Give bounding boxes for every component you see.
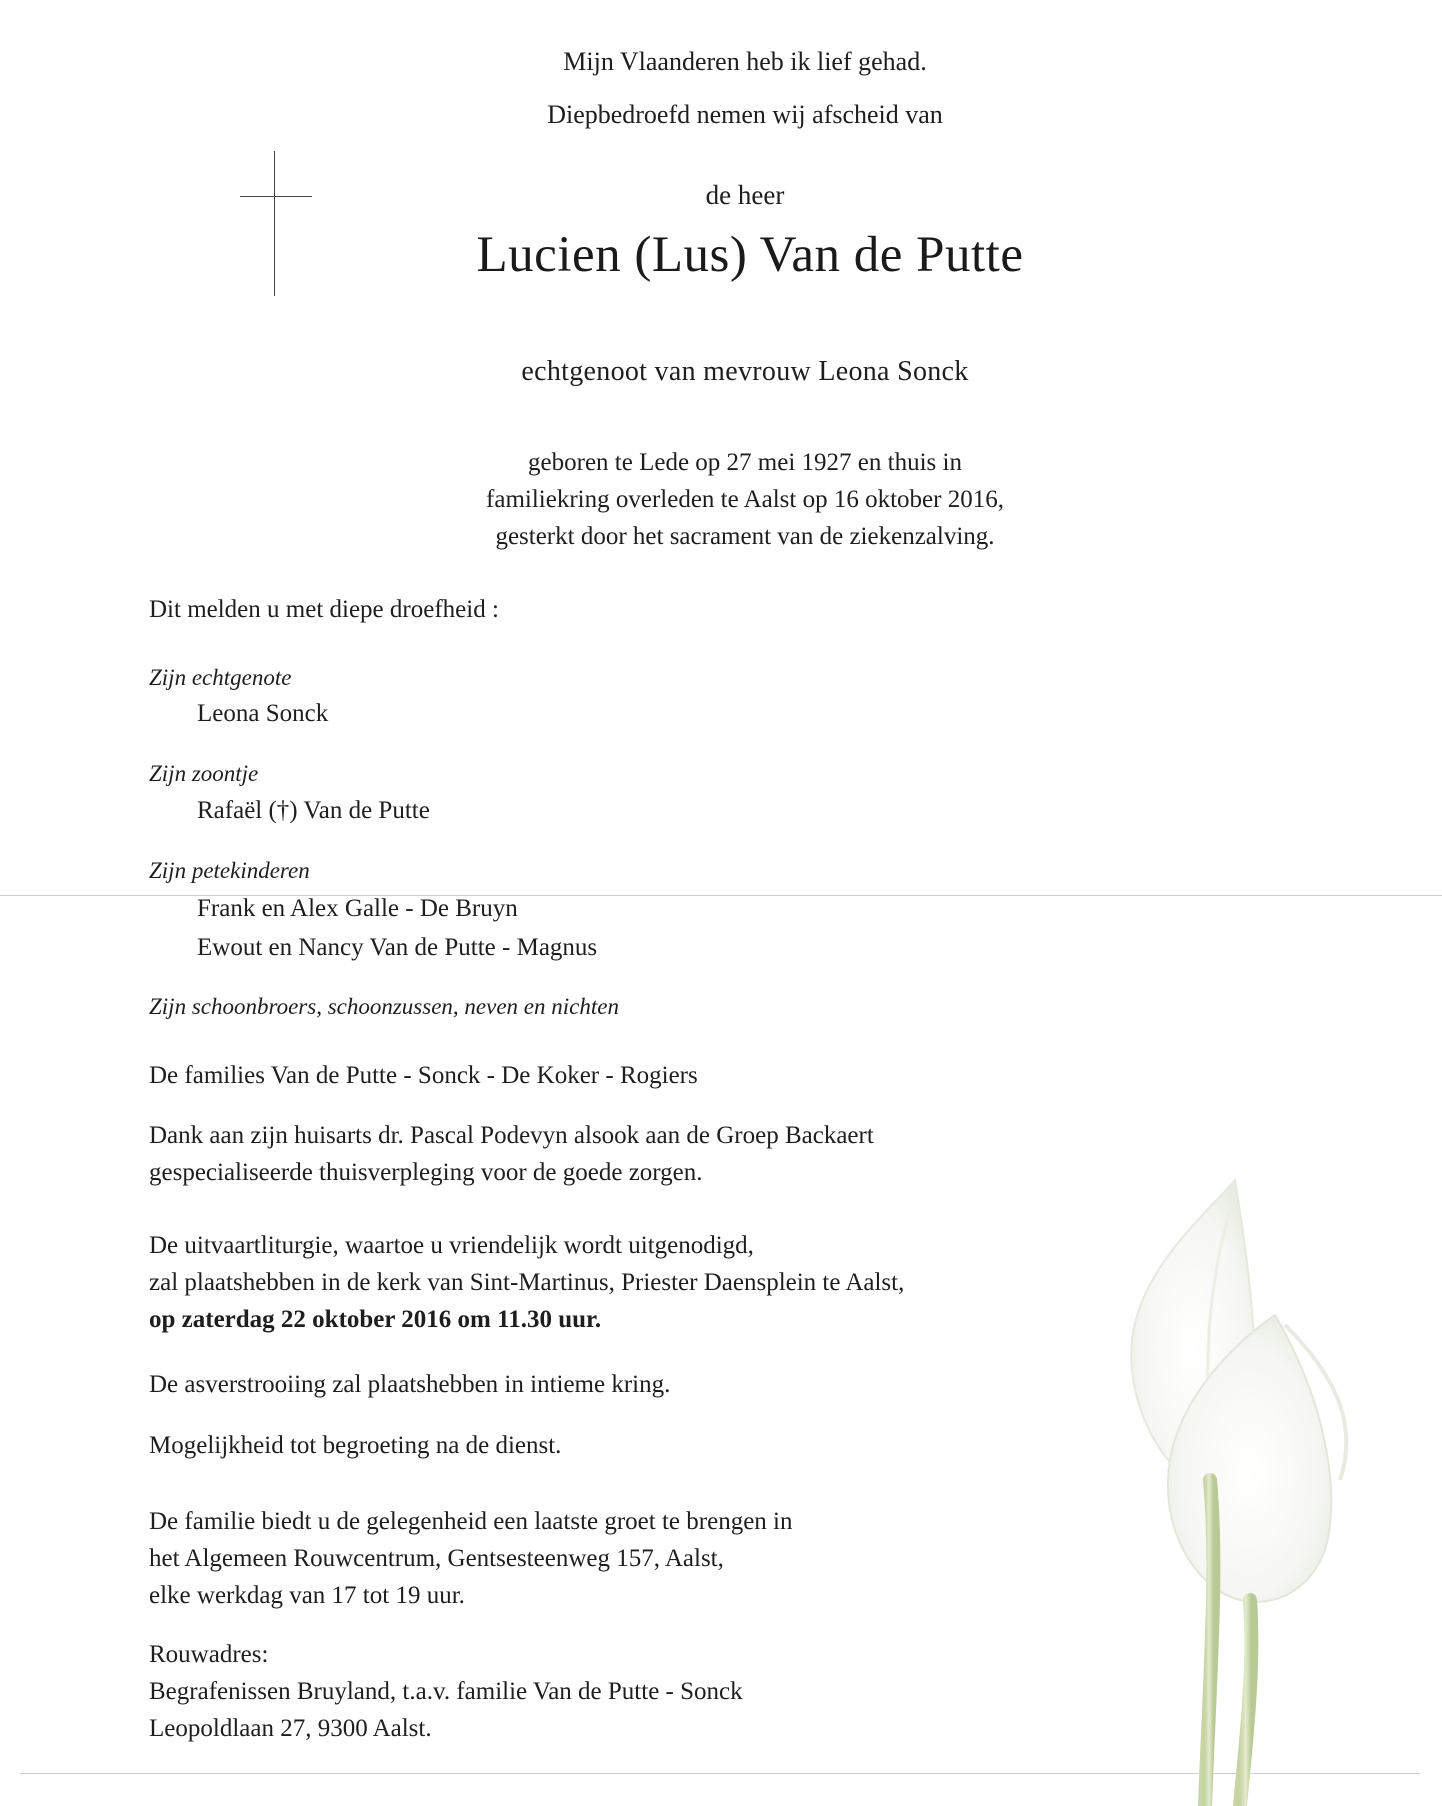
spouse-line: echtgenoot van mevrouw Leona Sonck bbox=[521, 356, 969, 387]
announce-line: Dit melden u met diepe droefheid : bbox=[149, 596, 499, 623]
calla-lily-illustration bbox=[1040, 1150, 1442, 1806]
quote-line: Mijn Vlaanderen heb ik lief gehad. bbox=[563, 47, 927, 76]
address-block bbox=[149, 1636, 743, 1747]
thanks-line-2: gespecialiseerde thuisverpleging voor de goede zorgen. bbox=[149, 1159, 703, 1186]
funeral-date: op zaterdag 22 oktober 2016 om 11.30 uur. bbox=[149, 1306, 602, 1333]
visit-line-1: De familie biedt u de gelegenheid een laatste groet te brengen in bbox=[149, 1508, 793, 1535]
birth-death-block bbox=[0, 444, 1442, 555]
relative-label: Zijn echtgenote bbox=[149, 665, 292, 690]
farewell-line: Diepbedroefd nemen wij afscheid van bbox=[547, 100, 943, 129]
visit-block bbox=[149, 1503, 792, 1614]
greeting-line: Mogelijkheid tot begroeting na de dienst. bbox=[149, 1432, 562, 1459]
relative-name: Frank en Alex Galle - De Bruyn bbox=[197, 895, 518, 922]
address-line-2: Leopoldlaan 27, 9300 Aalst. bbox=[149, 1715, 432, 1742]
birth-line-2: familiekring overleden te Aalst op 16 oktober 2016, bbox=[486, 486, 1004, 513]
relative-name: Ewout en Nancy Van de Putte - Magnus bbox=[197, 934, 598, 961]
visit-line-3: elke werkdag van 17 tot 19 uur. bbox=[149, 1582, 465, 1609]
relative-label: Zijn zoontje bbox=[149, 761, 259, 786]
address-line-1: Begrafenissen Bruyland, t.a.v. familie Van de Putte - Sonck bbox=[149, 1678, 743, 1705]
thanks-block bbox=[149, 1117, 874, 1191]
relative-name: Rafaël (†) Van de Putte bbox=[197, 797, 430, 824]
birth-line-1: geboren te Lede op 27 mei 1927 en thuis in bbox=[528, 449, 962, 476]
funeral-line-2: zal plaatshebben in de kerk van Sint-Martinus, Priester Daensplein te Aalst, bbox=[149, 1269, 905, 1296]
scattering-line: De asverstrooiing zal plaatshebben in intieme kring. bbox=[149, 1371, 671, 1398]
deceased-name: Lucien (Lus) Van de Putte bbox=[476, 227, 1024, 283]
funeral-line-1: De uitvaartliturgie, waartoe u vriendelijk wordt uitgenodigd, bbox=[149, 1232, 754, 1259]
relative-name: Leona Sonck bbox=[197, 700, 329, 727]
relative-label: Zijn schoonbroers, schoonzussen, neven en nichten bbox=[149, 994, 619, 1019]
funeral-block bbox=[149, 1227, 904, 1338]
address-heading: Rouwadres: bbox=[149, 1641, 269, 1668]
deceased-title: de heer bbox=[705, 180, 785, 210]
thanks-line-1: Dank aan zijn huisarts dr. Pascal Podevyn alsook aan de Groep Backaert bbox=[149, 1122, 874, 1149]
birth-line-3: gesterkt door het sacrament van de ziekenzalving. bbox=[495, 523, 995, 550]
relative-label: Zijn petekinderen bbox=[149, 858, 310, 883]
visit-line-2: het Algemeen Rouwcentrum, Gentsesteenweg 157, Aalst, bbox=[149, 1545, 724, 1572]
families-line: De families Van de Putte - Sonck - De Koker - Rogiers bbox=[149, 1062, 698, 1089]
